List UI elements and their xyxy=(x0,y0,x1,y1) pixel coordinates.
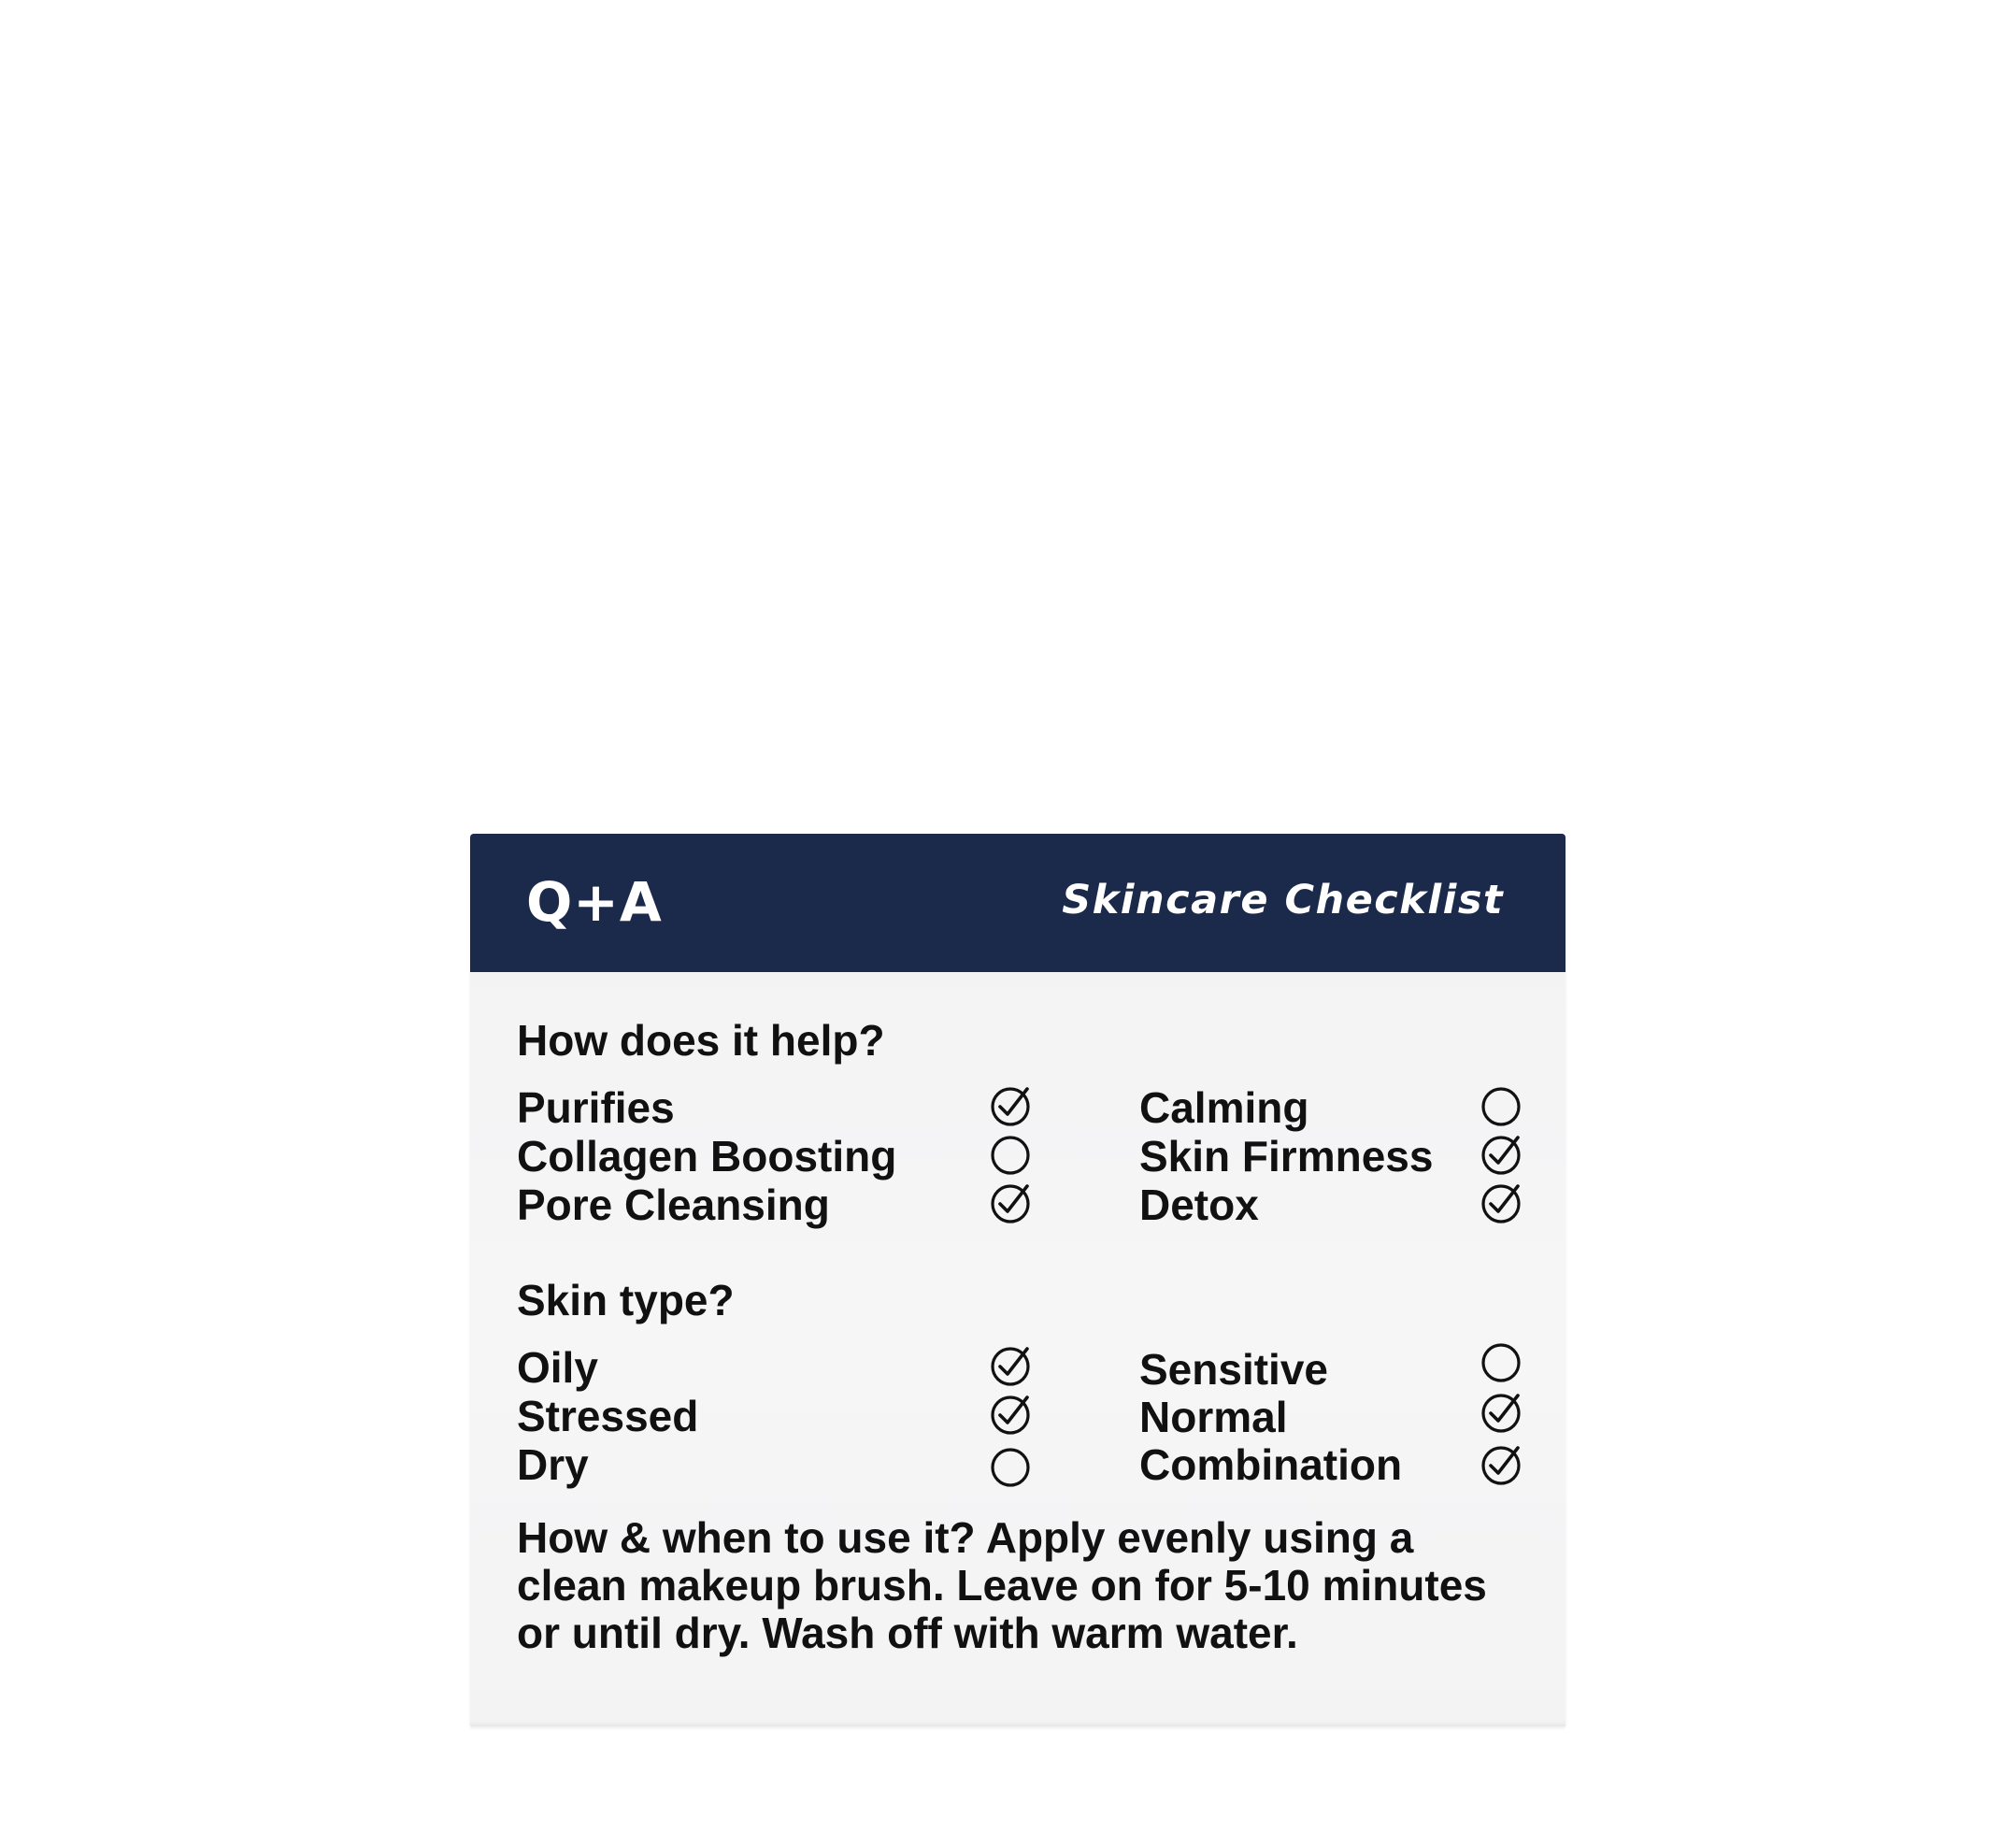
benefit-mark check-circle-icon xyxy=(990,1181,1033,1224)
header-title: Skincare Checklist xyxy=(1062,877,1504,923)
benefit-label: Detox xyxy=(1139,1181,1259,1229)
skin-type-mark check-circle-icon xyxy=(1480,1443,1523,1486)
benefit-mark check-circle-icon xyxy=(1480,1133,1523,1176)
checklist-panel xyxy=(470,834,1566,1726)
skin-type-mark check-circle-icon xyxy=(990,1344,1033,1387)
benefit-label: Calming xyxy=(1139,1083,1309,1132)
skin-type-label: Oily xyxy=(517,1343,598,1392)
skin-type-mark check-circle-icon xyxy=(1480,1391,1523,1434)
skin-type-label: Dry xyxy=(517,1440,589,1489)
skin-type-label: Normal xyxy=(1139,1393,1288,1441)
benefits-title: How does it help? xyxy=(517,1016,885,1065)
skin-type-label: Combination xyxy=(1139,1440,1403,1489)
reflection-fade xyxy=(470,1726,1566,1846)
skin-type-mark empty-circle-icon xyxy=(1480,1340,1523,1383)
benefit-label: Pore Cleansing xyxy=(517,1181,830,1229)
benefit-label: Collagen Boosting xyxy=(517,1132,897,1181)
product-box xyxy=(470,834,1566,1726)
benefit-mark check-circle-icon xyxy=(1480,1181,1523,1224)
benefit-label: Purifies xyxy=(517,1083,675,1132)
benefit-mark empty-circle-icon xyxy=(1480,1084,1523,1127)
benefit-mark check-circle-icon xyxy=(990,1084,1033,1127)
benefit-label: Skin Firmness xyxy=(1139,1132,1434,1181)
skin-type-title: Skin type? xyxy=(517,1276,735,1324)
benefit-mark empty-circle-icon xyxy=(990,1133,1033,1176)
skin-type-mark empty-circle-icon xyxy=(990,1445,1033,1488)
header-band xyxy=(470,834,1566,972)
skin-type-label: Sensitive xyxy=(1139,1345,1328,1394)
usage-instructions: How & when to use it? Apply evenly using a clean makeup brush. Leave on for 5-10 minutes or until dry. Wash off with warm water. xyxy=(517,1513,1487,1657)
skin-type-mark check-circle-icon xyxy=(990,1393,1033,1436)
skin-type-label: Stressed xyxy=(517,1392,699,1440)
brand-logo: Q+A xyxy=(526,870,663,934)
surface-reflection xyxy=(470,1726,1566,1846)
